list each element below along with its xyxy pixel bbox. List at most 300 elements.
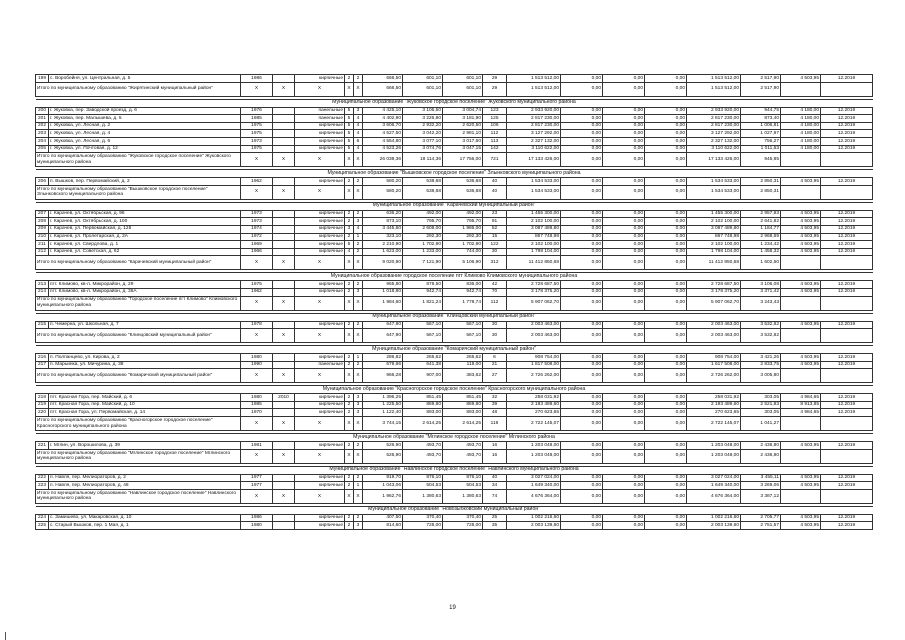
deadline: 12.2019 [821,218,873,226]
section-title: Муниципальное образование "Красногорское городское поселение" Красногорского муниципального района [36,386,873,394]
deadline: 12.2019 [821,225,873,233]
empty-cell [781,329,821,343]
area-total: 814,60 [363,522,403,530]
f4: 1 798 104,00 [687,248,741,256]
row-number: 212 [36,248,49,256]
empty-cell [781,256,821,270]
f4: 5 907 062,70 [687,296,741,310]
total-row [36,82,873,96]
f2: 0,00 [603,218,645,226]
x-mark: Х [354,329,363,343]
area-res: 493,70 [443,449,483,463]
entrances: 2 [354,241,363,249]
year-reconstructed [273,514,295,522]
year-built: 1981 [241,442,273,450]
max-cost: 4 503,95 [781,241,821,249]
total-row [36,256,873,270]
area-living: 492,00 [403,210,443,218]
residents: 74 [483,489,507,503]
cost-total: 2 722 145,07 [507,417,561,431]
area-total: 1 623,00 [363,248,403,256]
x-mark: Х [345,329,354,343]
f4: 1 203 048,00 [687,449,741,463]
residents: 16 [483,449,507,463]
cost-total: 17 133 426,00 [507,153,561,167]
f1: 0,00 [561,115,603,123]
area-total: 9 020,90 [363,256,403,270]
f1: 0,00 [561,107,603,115]
area-res: 869,80 [443,401,483,409]
x-mark: Х [354,489,363,503]
max-cost: 4 503,95 [781,514,821,522]
cost-total: 867 748,98 [507,233,561,241]
address: с. Воробейня, ул. Центральная, д. 5 [49,75,241,83]
table-row [36,145,873,153]
year-built: 1986 [241,514,273,522]
residents: 29 [483,82,507,96]
floors: 2 [345,178,354,186]
empty-cell [821,329,873,343]
f4: 1 513 512,00 [687,75,741,83]
f4: 270 623,65 [687,409,741,417]
area-total: 3 445,60 [363,225,403,233]
f3: 0,00 [645,288,687,296]
cost-total: 3 110 622,00 [507,145,561,153]
f3: 0,00 [645,178,687,186]
f1: 0,00 [561,218,603,226]
f1: 0,00 [561,401,603,409]
year-reconstructed [273,409,295,417]
year-built: 1985 [241,401,273,409]
per-m2: 1 184,77 [741,225,781,233]
f2: 0,00 [603,75,645,83]
x-mark: Х [241,417,273,431]
residents: 91 [483,218,507,226]
total-row [36,449,873,463]
f3: 0,00 [645,369,687,383]
x-mark: Х [241,296,273,310]
table-row [36,354,873,362]
area-total: 873,10 [363,218,403,226]
table-row [36,401,873,409]
f1: 0,00 [561,329,603,343]
entrances: 4 [354,145,363,153]
max-cost: 4 503,95 [781,361,821,369]
area-living: 493,70 [403,449,443,463]
row-number: 213 [36,281,49,289]
residents: 123 [483,107,507,115]
residents: 21 [483,361,507,369]
empty-cell [821,153,873,167]
cost-total: 2 728 687,50 [507,281,561,289]
max-cost: 4 180,00 [781,137,821,145]
f4: 3 178 375,20 [687,288,741,296]
entrances: 3 [354,401,363,409]
f3: 0,00 [645,401,687,409]
per-m2: 3 387,12 [741,489,781,503]
cost-total: 1 817 508,00 [507,361,561,369]
wall-material: кирпичные [295,474,345,482]
area-res: 3 017,60 [443,137,483,145]
f3: 0,00 [645,145,687,153]
address: п. Полпанцево, ул. Кирова, д. 2 [49,354,241,362]
year-reconstructed [273,122,295,130]
area-living: 567,10 [403,321,443,329]
table-row [36,241,873,249]
f1: 0,00 [561,394,603,402]
area-living: 3 105,50 [403,107,443,115]
per-m2: 3 106,08 [741,281,781,289]
section-title: Муниципальное образование "Комаричский муниципальный район" [36,346,873,354]
residents: 48 [483,409,507,417]
cost-total: 2 327 132,00 [507,137,561,145]
residents: 52 [483,225,507,233]
deadline: 12.2019 [821,281,873,289]
entrances: 2 [354,248,363,256]
area-res: 492,00 [443,210,483,218]
year-built: 1978 [241,321,273,329]
f2: 0,00 [603,449,645,463]
cost-total: 2 102 100,00 [507,241,561,249]
max-cost: 4 503,95 [781,233,821,241]
deadline: 12.2019 [821,288,873,296]
f2: 0,00 [603,514,645,522]
f3: 0,00 [645,185,687,199]
area-total: 4 523,26 [363,145,403,153]
f2: 0,00 [603,130,645,138]
f4: 2 726 262,00 [687,369,741,383]
area-total: 919,70 [363,474,403,482]
x-mark: Х [354,256,363,270]
f1: 0,00 [561,482,603,490]
area-total: 2 210,90 [363,241,403,249]
area-total: 3 606,70 [363,122,403,130]
row-number: 214 [36,288,49,296]
cost-total: 2 726 262,00 [507,369,561,383]
row-number: 224 [36,514,49,522]
area-total: 1 396,25 [363,394,403,402]
x-mark: Х [273,489,295,503]
per-m2: 944,75 [741,107,781,115]
f4: 908 754,00 [687,354,741,362]
f1: 0,00 [561,417,603,431]
area-living: 504,53 [403,482,443,490]
residents: 112 [483,130,507,138]
wall-material: кирпичные [295,354,345,362]
f4: 1 455 300,00 [687,210,741,218]
f3: 0,00 [645,409,687,417]
cost-total: 2 003 139,60 [507,522,561,530]
section-title: Муниципальное образование "Мглинское городское поселение" Мглинского района [36,434,873,442]
cost-total: 258 031,92 [507,394,561,402]
f4: 2 003 139,60 [687,522,741,530]
area-living: 1 233,00 [403,248,443,256]
area-living: 878,50 [403,281,443,289]
wall-material: кирпичные [295,137,345,145]
area-res: 536,68 [443,178,483,186]
wall-material: кирпичные [295,241,345,249]
address: г. Карачев, ул. Октябрьская, д. 100 [49,218,241,226]
area-res: 744,00 [443,248,483,256]
floors: 2 [345,482,354,490]
area-res: 1 702,90 [443,241,483,249]
floors: 3 [345,225,354,233]
year-built: 1990 [241,361,273,369]
f1: 0,00 [561,153,603,167]
year-reconstructed [273,248,295,256]
residents: 70 [483,288,507,296]
total-row [36,417,873,431]
table-row [36,394,873,402]
per-m2: 3 269,06 [741,482,781,490]
cost-total: 1 798 104,00 [507,248,561,256]
year-reconstructed [273,442,295,450]
x-mark: Х [241,449,273,463]
area-total: 4 402,90 [363,115,403,123]
empty-cell [821,256,873,270]
per-m2: 3 532,82 [741,321,781,329]
x-mark: Х [354,82,363,96]
wall-material: кирпичные [295,522,345,530]
register-sheet [35,74,872,530]
row-number: 225 [36,522,49,530]
max-cost: 4 503,95 [781,442,821,450]
deadline: 12.2019 [821,241,873,249]
area-res: 601,10 [443,75,483,83]
area-total: 1 984,60 [363,296,403,310]
residents: 25 [483,514,507,522]
x-mark: Х [241,369,273,383]
area-total: 580,20 [363,185,403,199]
f4: 2 933 920,00 [687,107,741,115]
address: г. Жуковка, ул. Почтовая, д. 12 [49,145,241,153]
total-row [36,185,873,199]
f3: 0,00 [645,256,687,270]
f1: 0,00 [561,137,603,145]
wall-material: кирпичные [295,225,345,233]
row-number: 200 [36,107,49,115]
x-mark: Х [241,329,273,343]
f3: 0,00 [645,489,687,503]
f2: 0,00 [603,178,645,186]
f1: 0,00 [561,130,603,138]
wall-material: кирпичные [295,233,345,241]
max-cost: 4 180,00 [781,122,821,130]
area-living: 869,80 [403,401,443,409]
year-reconstructed [273,225,295,233]
x-mark: Х [295,449,345,463]
total-label: Итого по муниципальному образованию "Комаричский муниципальный район" [36,369,241,383]
area-living: 493,70 [403,442,443,450]
deadline: 12.2019 [821,442,873,450]
section-header-row [36,273,873,281]
f4: 867 748,98 [687,233,741,241]
row-number: 219 [36,401,49,409]
table-row [36,218,873,226]
x-mark: Х [345,153,354,167]
year-built: 1985 [241,115,273,123]
residents: 142 [483,145,507,153]
area-living: 601,10 [403,75,443,83]
deadline: 12.2019 [821,514,873,522]
area-total: 580,20 [363,178,403,186]
max-cost: 4 503,95 [781,482,821,490]
area-res: 728,00 [443,522,483,530]
f1: 0,00 [561,248,603,256]
deadline: 12.2019 [821,122,873,130]
wall-material: кирпичные [295,281,345,289]
year-reconstructed [273,233,295,241]
per-m2: 3 532,82 [741,329,781,343]
f1: 0,00 [561,514,603,522]
f3: 0,00 [645,248,687,256]
deadline: 12.2019 [821,210,873,218]
x-mark: Х [345,296,354,310]
per-m2: 2 521,83 [741,401,781,409]
empty-cell [781,489,821,503]
deadline: 12.2019 [821,361,873,369]
f3: 0,00 [645,233,687,241]
f2: 0,00 [603,329,645,343]
per-m2: 2 705,77 [741,514,781,522]
floors: 5 [345,130,354,138]
entrances: 3 [354,409,363,417]
year-built: 1973 [241,218,273,226]
area-res: 2 981,10 [443,130,483,138]
year-reconstructed [273,354,295,362]
x-mark: Х [241,489,273,503]
area-living: 265,62 [403,354,443,362]
residents: 30 [483,321,507,329]
f1: 0,00 [561,449,603,463]
section-header-row [36,313,873,321]
section-title: Муниципальное образование "Клинцовский муниципальный район" [36,313,873,321]
f2: 0,00 [603,210,645,218]
row-number: 199 [36,75,49,83]
floors: 2 [345,522,354,530]
f3: 0,00 [645,482,687,490]
x-mark: Х [354,417,363,431]
wall-material: кирпичные [295,394,345,402]
address: с. Замишево, ул. Макаровская, д. 10 [49,514,241,522]
f2: 0,00 [603,394,645,402]
f2: 0,00 [603,474,645,482]
residents: 6 [483,354,507,362]
per-m2: 303,05 [741,394,781,402]
x-mark: Х [295,153,345,167]
year-built: 1977 [241,474,273,482]
year-reconstructed [273,115,295,123]
floors: 5 [345,137,354,145]
year-reconstructed [273,361,295,369]
row-number: 205 [36,145,49,153]
per-m2: 1 234,42 [741,241,781,249]
area-total: 1 018,80 [363,288,403,296]
area-living: 370,40 [403,514,443,522]
f1: 0,00 [561,361,603,369]
deadline: 12.2019 [821,75,873,83]
entrances: 2 [354,281,363,289]
f1: 0,00 [561,288,603,296]
area-res: 2 620,50 [443,122,483,130]
empty-cell [781,82,821,96]
total-label: Итого по муниципальному образованию "Городское поселение пгт Климово" Климовского муниципального района [36,296,241,310]
section-title: Муниципальное образование "Новозыбковский муниципальный район" [36,506,873,514]
f2: 0,00 [603,145,645,153]
x-mark: Х [295,185,345,199]
per-m2: 756,27 [741,137,781,145]
table-row [36,107,873,115]
entrances: 1 [354,233,363,241]
x-mark: Х [345,256,354,270]
area-total: 1 225,50 [363,401,403,409]
area-total: 4 527,50 [363,130,403,138]
address: г. Карачев, ул. Октябрьская, д. 96 [49,210,241,218]
deadline: 12.2019 [821,522,873,530]
cost-total: 3 027 024,00 [507,474,561,482]
total-label: Итого по муниципальному образованию "Жирятинский муниципальный район" [36,82,241,96]
section-title: Муниципальное образование городское поселение пгт Климово Климовского муниципального района [36,273,873,281]
table-row [36,361,873,369]
deadline: 12.2019 [821,115,873,123]
per-m2: 2 968,69 [741,233,781,241]
f4: 2 102 100,00 [687,241,741,249]
area-res: 265,62 [443,354,483,362]
area-res: 1 380,63 [443,489,483,503]
row-number: 203 [36,130,49,138]
year-built: 1975 [241,281,273,289]
max-cost: 4 180,00 [781,145,821,153]
max-cost: 4 984,65 [781,394,821,402]
residents: 32 [483,394,507,402]
per-m2: 1 011,63 [741,145,781,153]
section-header-row [36,434,873,442]
section-title: Муниципальное образование "Вышковское городское поселение" Злынковского муниципального района [36,170,873,178]
table-row [36,442,873,450]
year-reconstructed [273,210,295,218]
area-res: 567,10 [443,321,483,329]
x-mark: Х [273,449,295,463]
x-mark: Х [354,449,363,463]
f4: 2 003 463,00 [687,329,741,343]
f4: 4 676 364,00 [687,489,741,503]
residents: 27 [483,369,507,383]
per-m2: 2 957,93 [741,210,781,218]
max-cost: 4 503,95 [781,321,821,329]
per-m2: 3 421,26 [741,354,781,362]
entrances: 6 [354,137,363,145]
wall-material: кирпичные [295,288,345,296]
area-living: 3 077,10 [403,137,443,145]
address: г. Карачев, ул. Пролетарская, д. 2А [49,233,241,241]
deadline: 12.2019 [821,474,873,482]
address: пгт. Красная Гора, ул. Первомайская, д. 14 [49,409,241,417]
area-total: 323,10 [363,233,403,241]
area-res: 118,00 [443,361,483,369]
empty-cell [821,369,873,383]
year-built: 1962 [241,178,273,186]
row-number: 202 [36,122,49,130]
entrances: 2 [354,474,363,482]
per-m2: 2 751,57 [741,522,781,530]
area-living: 641,38 [403,361,443,369]
x-mark: Х [295,417,345,431]
f1: 0,00 [561,256,603,270]
row-number: 210 [36,233,49,241]
address: г. Жуковка, пер. Заводской проезд, д. 6 [49,107,241,115]
area-res: 601,10 [443,82,483,96]
address: г. Жуковка, пер. Малышева, д. 5 [49,115,241,123]
